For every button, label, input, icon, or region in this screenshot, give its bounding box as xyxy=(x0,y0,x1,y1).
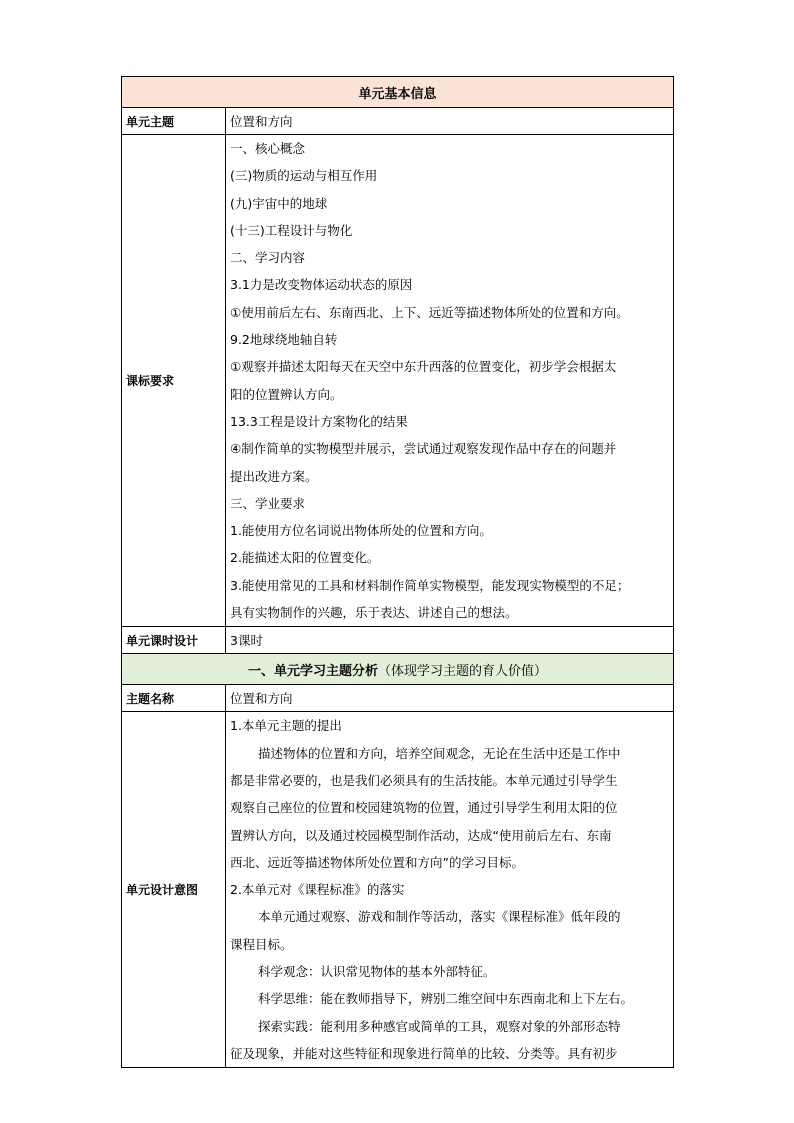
curriculum-line: 阳的位置辨认方向。 xyxy=(230,386,343,402)
design-line: 2.本单元对《课程标准》的落实 xyxy=(230,882,405,898)
curriculum-label: 课标要求 xyxy=(122,135,226,627)
hours-label: 单元课时设计 xyxy=(122,627,226,654)
curriculum-line: 3.能使用常见的工具和材料制作简单实物模型，能发现实物模型的不足； xyxy=(230,577,630,593)
design-line: 科学观念：认识常见物体的基本外部特征。 xyxy=(258,964,496,980)
design-line: 置辨认方向，以及通过校园模型制作活动，达成“使用前后左右、东南 xyxy=(230,827,612,843)
hours-value: 3课时 xyxy=(226,627,674,654)
curriculum-line: 3.1力是改变物体运动状态的原因 xyxy=(230,277,413,293)
design-line: 1.本单元主题的提出 xyxy=(230,718,342,734)
design-line: 观察自己座位的位置和校园建筑物的位置，通过引导学生利用太阳的位 xyxy=(230,800,618,816)
table-title: 单元基本信息 xyxy=(122,77,674,108)
curriculum-line: 9.2地球绕地轴自转 xyxy=(230,332,338,348)
unit-info-table xyxy=(121,76,674,1068)
curriculum-line: ④制作简单的实物模型并展示，尝试通过观察发现作品中存在的问题并 xyxy=(230,441,617,457)
design-line: 探索实践：能利用多种感官或简单的工具，观察对象的外部形态特 xyxy=(258,1018,621,1034)
curriculum-line: 具有实物制作的兴趣，乐于表达、讲述自己的想法。 xyxy=(230,605,518,621)
design-line: 本单元通过观察、游戏和制作等活动，落实《课程标准》低年段的 xyxy=(258,909,621,925)
topic-value: 位置和方向 xyxy=(226,685,674,712)
design-line: 西北、远近等描述物体所处位置和方向”的学习目标。 xyxy=(230,854,524,870)
analysis-title: 一、单元学习主题分析 xyxy=(247,663,378,679)
analysis-heading xyxy=(122,654,674,685)
curriculum-line: 2.能描述太阳的位置变化。 xyxy=(230,550,380,566)
design-line: 都是非常必要的，也是我们必须具有的生活技能。本单元通过引导学生 xyxy=(230,772,618,788)
curriculum-line: ①观察并描述太阳每天在天空中东升西落的位置变化，初步学会根据太 xyxy=(230,359,617,375)
curriculum-line: 13.3工程是设计方案物化的结果 xyxy=(230,413,408,429)
curriculum-line: 一、核心概念 xyxy=(230,141,306,156)
design-line: 征及现象，并能对这些特征和现象进行简单的比较、分类等。具有初步 xyxy=(230,1045,618,1061)
design-line: 描述物体的位置和方向，培养空间观念，无论在生活中还是工作中 xyxy=(258,745,621,761)
topic-label: 主题名称 xyxy=(122,685,226,712)
design-line: 课程目标。 xyxy=(230,936,293,952)
theme-label: 单元主题 xyxy=(122,108,226,135)
design-content xyxy=(226,712,674,1068)
curriculum-line: (九)宇宙中的地球 xyxy=(230,195,328,211)
curriculum-line: ①使用前后左右、东南西北、上下、远近等描述物体所处的位置和方向。 xyxy=(230,304,629,320)
curriculum-line: 1.能使用方位名词说出物体所处的位置和方向。 xyxy=(230,523,492,539)
curriculum-content xyxy=(226,135,674,627)
design-label: 单元设计意图 xyxy=(122,712,226,1068)
curriculum-line: (三)物质的运动与相互作用 xyxy=(230,168,378,184)
curriculum-line: 三、学业要求 xyxy=(230,495,306,511)
analysis-subtitle: （体现学习主题的育人价值） xyxy=(378,663,548,679)
curriculum-line: (十三)工程设计与物化 xyxy=(230,222,353,238)
curriculum-line: 提出改进方案。 xyxy=(230,468,318,484)
theme-value: 位置和方向 xyxy=(226,108,674,135)
design-line: 科学思维：能在教师指导下，辨别二维空间中东西南北和上下左右。 xyxy=(258,991,634,1007)
curriculum-line: 二、学习内容 xyxy=(230,250,306,266)
